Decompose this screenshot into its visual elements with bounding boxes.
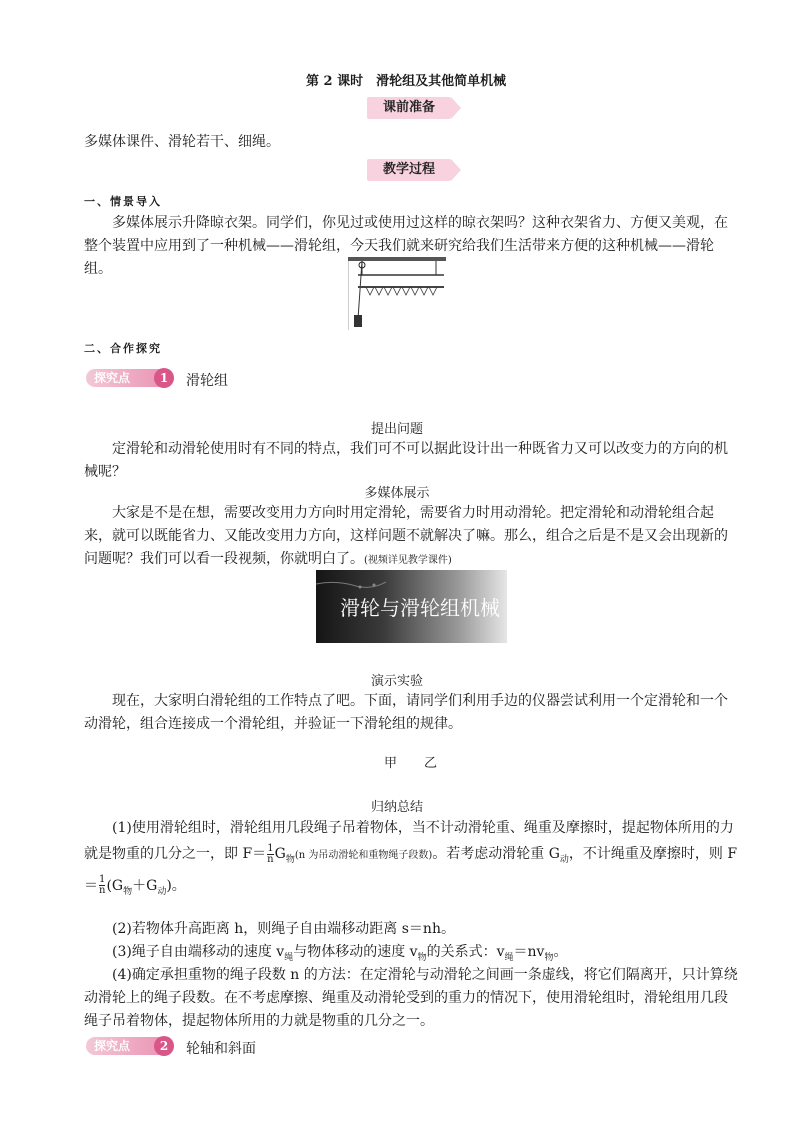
figure-label-yi: 乙 (424, 756, 438, 771)
clothes-rack-illustration (348, 257, 446, 330)
media-note: (视频详见教学课件) (364, 555, 452, 566)
summary-heading: 归纳总结 (370, 800, 423, 815)
summary-1-f-sub: 动 (157, 886, 167, 897)
summary-3-sub-2: 物 (417, 952, 427, 963)
summary-1-part-e: (G (106, 877, 124, 894)
explore-point-1-tag (86, 369, 172, 387)
fraction-denominator: n (267, 853, 274, 865)
video-title: 滑轮与滑轮组机械 (340, 596, 500, 620)
summary-1-note: (n 为吊动滑轮和重物绳子段数) (294, 850, 433, 861)
video-thumbnail[interactable] (316, 570, 507, 643)
summary-3-part-c: 的关系式：v (426, 944, 505, 960)
prep-text: 多媒体课件、滑轮若干、细绳。 (84, 134, 280, 150)
summary-1-part-g: )。 (166, 877, 186, 894)
summary-3-sub-3: 绳 (504, 952, 514, 963)
summary-1-g: G (274, 846, 286, 862)
lesson-title: 第 2 课时 滑轮组及其他简单机械 (306, 74, 507, 89)
figure-label-jia: 甲 (384, 756, 398, 771)
fraction-denominator-2: n (99, 885, 106, 897)
summary-1-e-sub: 物 (123, 886, 133, 897)
summary-3-part-d: ＝nv (513, 944, 545, 960)
fraction-numerator-2: 1 (99, 874, 106, 886)
summary-3-part-b: 与物体移动的速度 v (293, 944, 418, 960)
explore-point-2-title: 轮轴和斜面 (186, 1041, 256, 1057)
summary-item-2: (2)若物体升高距离 h，则绳子自由端移动距离 s＝nh。 (112, 921, 455, 937)
summary-1-c-sub: 动 (559, 854, 569, 865)
summary-1-part-c: 。若考虑动滑轮重 G (432, 846, 560, 862)
intro-paragraph: 多媒体展示升降晾衣架。同学们，你见过或使用过这样的晾衣架吗？这种衣架省力、方便又美观，在整个装置中应用到了一种机械——滑轮组，今天我们就来研究给我们生活带来方便的这种机械——滑轮组。 (84, 215, 728, 277)
question-paragraph: 定滑轮和动滑轮使用时有不同的特点，我们可不可以据此设计出一种既省力又可以改变力的方向的机械呢？ (84, 441, 728, 480)
media-heading: 多媒体展示 (364, 486, 430, 501)
explore-point-1-number: 1 (154, 368, 174, 388)
explore-point-2-tag-label: 探究点 (94, 1039, 131, 1053)
summary-1-part-a: (1)使用滑轮组时，滑轮组用几段绳子吊着物体，当不计动滑轮重、绳重及摩擦时，提起物体所用的力就是物重的几分之一，即 F＝ (84, 820, 734, 862)
fraction-numerator: 1 (267, 842, 274, 854)
banner-process: 教学过程 (367, 159, 451, 181)
summary-1-part-d: ，不计绳重及摩擦时，则 F＝ (84, 846, 738, 894)
demo-paragraph: 现在，大家明白滑轮组的工作特点了吧。下面，请同学们利用手边的仪器尝试利用一个定滑轮和一个动滑轮，组合连接成一个滑轮组，并验证一下滑轮组的规律。 (84, 693, 728, 732)
explore-point-2-tag (86, 1037, 172, 1055)
summary-3-sub-1: 绳 (284, 952, 294, 963)
explore-point-2-number: 2 (154, 1036, 174, 1056)
summary-3-part-a: (3)绳子自由端移动的速度 v (112, 944, 285, 960)
explore-point-1-tag-label: 探究点 (94, 371, 131, 385)
summary-1-g-sub: 物 (285, 854, 295, 865)
banner-prep: 课前准备 (367, 97, 451, 119)
fraction-one-over-n (267, 844, 273, 865)
section-explore: 二、合作探究 (84, 342, 162, 355)
explore-point-1-title: 滑轮组 (186, 373, 228, 389)
question-heading: 提出问题 (370, 422, 423, 437)
section-intro: 一、情景导入 (84, 195, 162, 208)
fraction-one-over-n-2 (99, 875, 105, 896)
media-paragraph (84, 502, 740, 572)
summary-3-part-e: 。 (553, 944, 568, 960)
summary-item-4: (4)确定承担重物的绳子段数 n 的方法：在定滑轮与动滑轮之间画一条虚线，将它们隔离开，只计算绕动滑轮上的绳子段数。在不考虑摩擦、绳重及动滑轮受到的重力的情况下，使用滑轮组时，滑轮组用几段绳子吊着物体，提起物体所用的力就是物重的几分之一。 (84, 967, 738, 1029)
summary-1-part-f: ＋G (132, 877, 158, 894)
summary-item-1 (84, 815, 740, 905)
demo-heading: 演示实验 (370, 674, 423, 689)
summary-3-sub-4: 物 (544, 952, 554, 963)
media-text: 大家是不是在想，需要改变用力方向时用定滑轮，需要省力时用动滑轮。把定滑轮和动滑轮组合起来，就可以既能省力、又能改变用力方向，这样问题不就解决了嘛。那么，组合之后是不是又会出现新的问题呢？我们可以看一段视频，你就明白了。 (84, 505, 728, 567)
